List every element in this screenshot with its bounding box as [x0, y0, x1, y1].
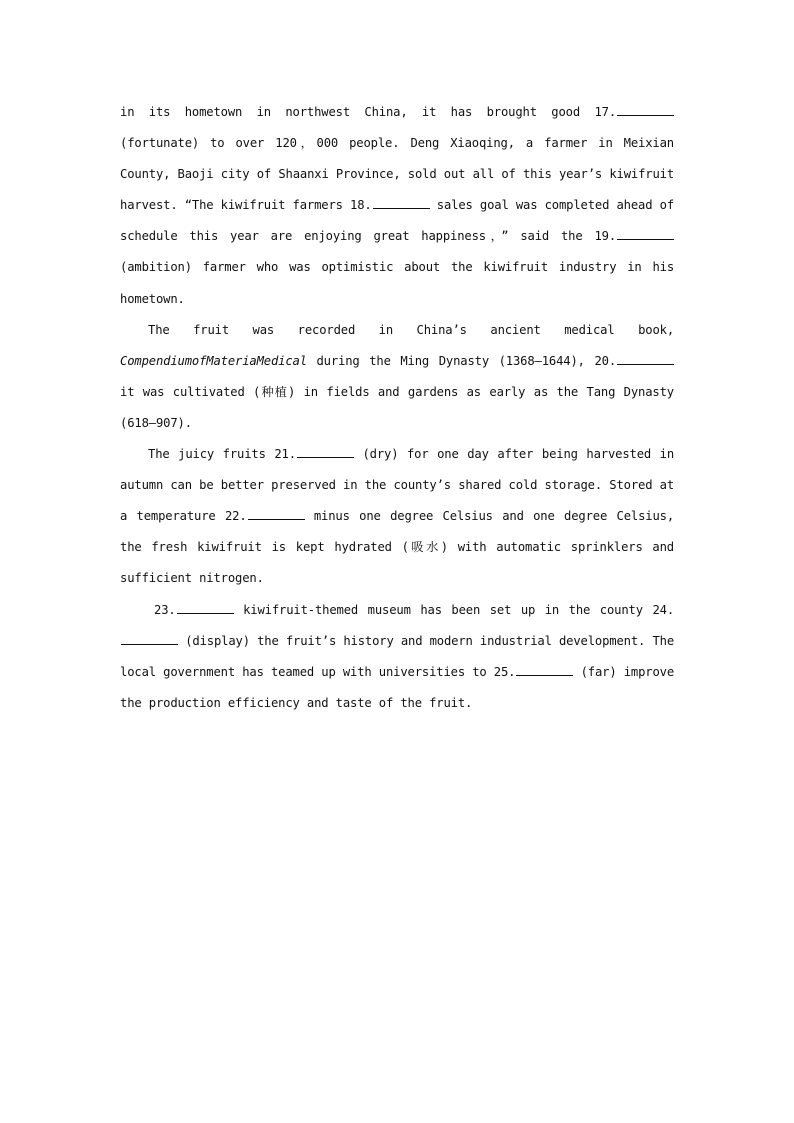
text-run: 23. [154, 602, 176, 617]
text-run: minus one degree Celsius and one degree Celsius, the fresh kiwifruit is kept hydrated (吸水) with automatic sprinklers and sufficient nitrogen. [120, 509, 675, 586]
text-run: (display) the fruit’s history and modern industrial development. The local government has teamed up with universities to 25. [120, 633, 674, 679]
text-run: (far) improve the production efficiency and taste of the fruit. [120, 664, 675, 710]
answer-blank [121, 632, 178, 645]
text-run: in its hometown in northwest China, it has brought good 17. [120, 105, 616, 119]
text-run: The fruit was recorded in China’s ancient medical book, [148, 322, 674, 337]
answer-blank [617, 103, 674, 116]
book-title: CompendiumofMateriaMedical [120, 353, 307, 368]
paragraph-1 [120, 97, 674, 315]
answer-blank [177, 601, 234, 614]
answer-blank [248, 508, 305, 521]
answer-blank [516, 663, 573, 676]
text-run: (dry) for one day after being harvested in autumn can be better preserved in the county’s shared cold storage. Stored at a temperature 22. [120, 447, 675, 524]
answer-blank [617, 352, 674, 365]
text-run: it was cultivated (种植) in fields and gardens as early as the Tang Dynasty (618—907). [120, 384, 674, 430]
answer-blank [617, 228, 674, 241]
paragraph-3 [120, 439, 674, 594]
paragraph-4 [120, 595, 674, 719]
answer-blank [373, 197, 430, 210]
text-run: during the Ming Dynasty (1368—1644), 20. [306, 353, 616, 368]
text-run: (fortunate) to over 120，000 people. Deng Xiaoqing, a farmer in Meixian County, Baoji city of Shaanxi Province, sold out all of this year’s kiwifruit harvest. “The kiwifruit farmers 18. [120, 136, 674, 213]
text-run: sales goal was completed ahead of schedule this year are enjoying great happiness，” said the 19. [120, 198, 675, 244]
text-run: (ambition) farmer who was optimistic about the kiwifruit industry in his hometown. [120, 260, 674, 306]
passage-text [120, 97, 674, 719]
text-run: The juicy fruits 21. [148, 447, 296, 462]
text-run: kiwifruit-themed museum has been set up in the county 24. [233, 602, 674, 617]
answer-blank [297, 445, 354, 458]
paragraph-2 [120, 315, 674, 439]
